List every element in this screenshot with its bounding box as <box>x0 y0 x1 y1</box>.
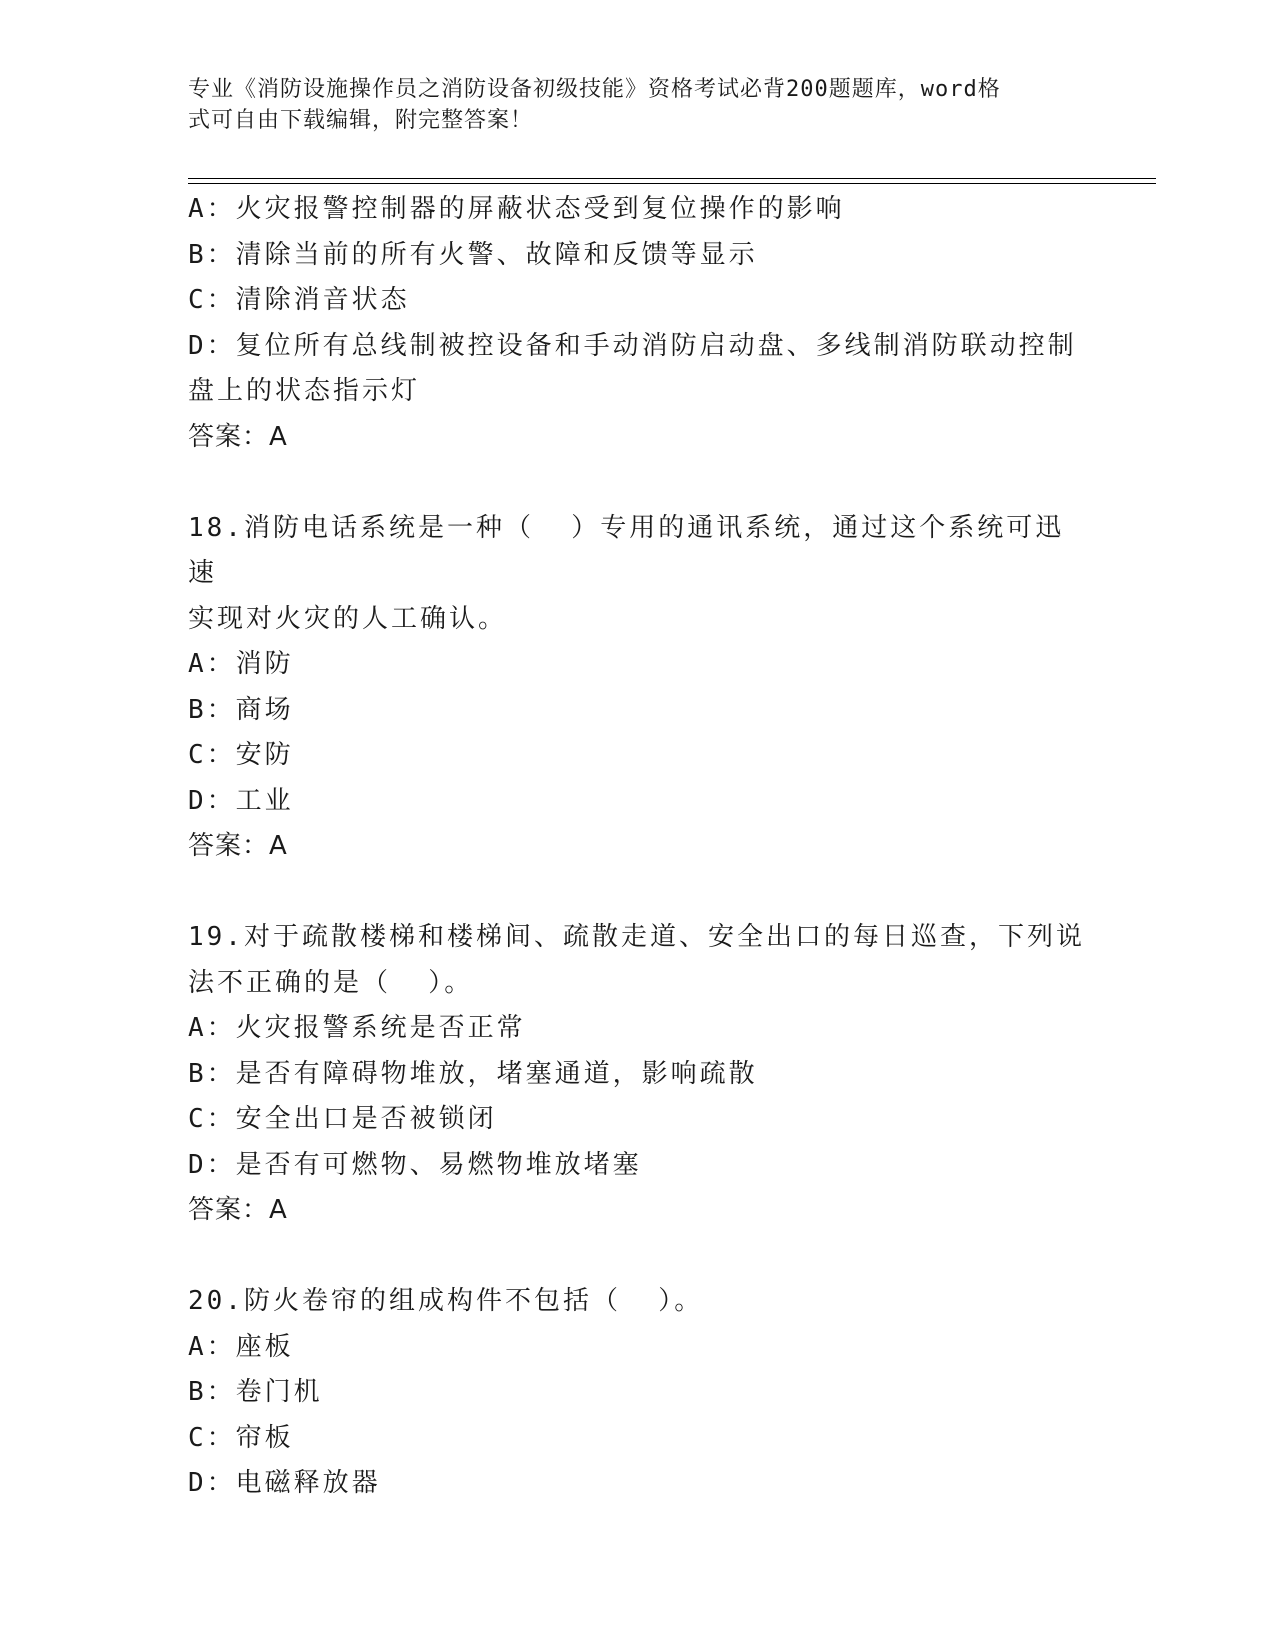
spacer <box>188 870 1088 916</box>
question-20 <box>188 1279 1088 1507</box>
option-c: C：安全出口是否被锁闭 <box>188 1104 497 1134</box>
option-c: C：清除消音状态 <box>188 285 410 315</box>
header-line-1: 专业《消防设施操作员之消防设备初级技能》资格考试必背200题题库，word格 <box>188 77 1001 102</box>
question-19 <box>188 915 1088 1234</box>
option-d: D：工业 <box>188 785 294 816</box>
option-c: C：安防 <box>188 740 294 770</box>
option-d-continued: 盘上的状态指示灯 <box>188 376 421 406</box>
answer-label: 答案：A <box>188 1195 288 1225</box>
question-stem: 19.对于疏散楼梯和楼梯间、疏散走道、安全出口的每日巡查，下列说 <box>188 922 1085 952</box>
option-b: B：清除当前的所有火警、故障和反馈等显示 <box>188 239 758 270</box>
header-divider-bottom <box>188 183 1156 184</box>
question-18 <box>188 506 1088 870</box>
option-b: B：商场 <box>188 694 294 725</box>
spacer <box>188 1234 1088 1280</box>
question-stem-continued: 实现对火灾的人工确认。 <box>188 603 508 634</box>
answer-label: 答案：A <box>188 831 288 861</box>
spacer <box>188 460 1088 506</box>
answer-label: 答案：A <box>188 421 288 452</box>
option-a: A：火灾报警系统是否正常 <box>188 1013 526 1043</box>
header-line-2: 式可自由下载编辑，附完整答案！ <box>188 108 534 133</box>
header-divider-top <box>188 178 1156 179</box>
option-b: B：卷门机 <box>188 1377 323 1407</box>
question-stem: 18.消防电话系统是一种（ ）专用的通讯系统，通过这个系统可迅速 <box>188 512 1065 588</box>
option-a: A：消防 <box>188 649 294 679</box>
question-list <box>188 187 1088 1507</box>
option-d: D：复位所有总线制被控设备和手动消防启动盘、多线制消防联动控制 <box>188 330 1077 361</box>
option-a: A：座板 <box>188 1331 294 1362</box>
question-17 <box>188 187 1088 460</box>
question-stem-continued: 法不正确的是（ ）。 <box>188 967 474 998</box>
option-b: B：是否有障碍物堆放，堵塞通道，影响疏散 <box>188 1058 758 1089</box>
option-d: D：电磁释放器 <box>188 1468 381 1498</box>
option-c: C：帘板 <box>188 1422 294 1453</box>
question-stem: 20.防火卷帘的组成构件不包括（ ）。 <box>188 1286 704 1316</box>
option-a: A：火灾报警控制器的屏蔽状态受到复位操作的影响 <box>188 194 845 224</box>
document-header <box>188 74 1068 136</box>
option-d: D：是否有可燃物、易燃物堆放堵塞 <box>188 1149 642 1180</box>
